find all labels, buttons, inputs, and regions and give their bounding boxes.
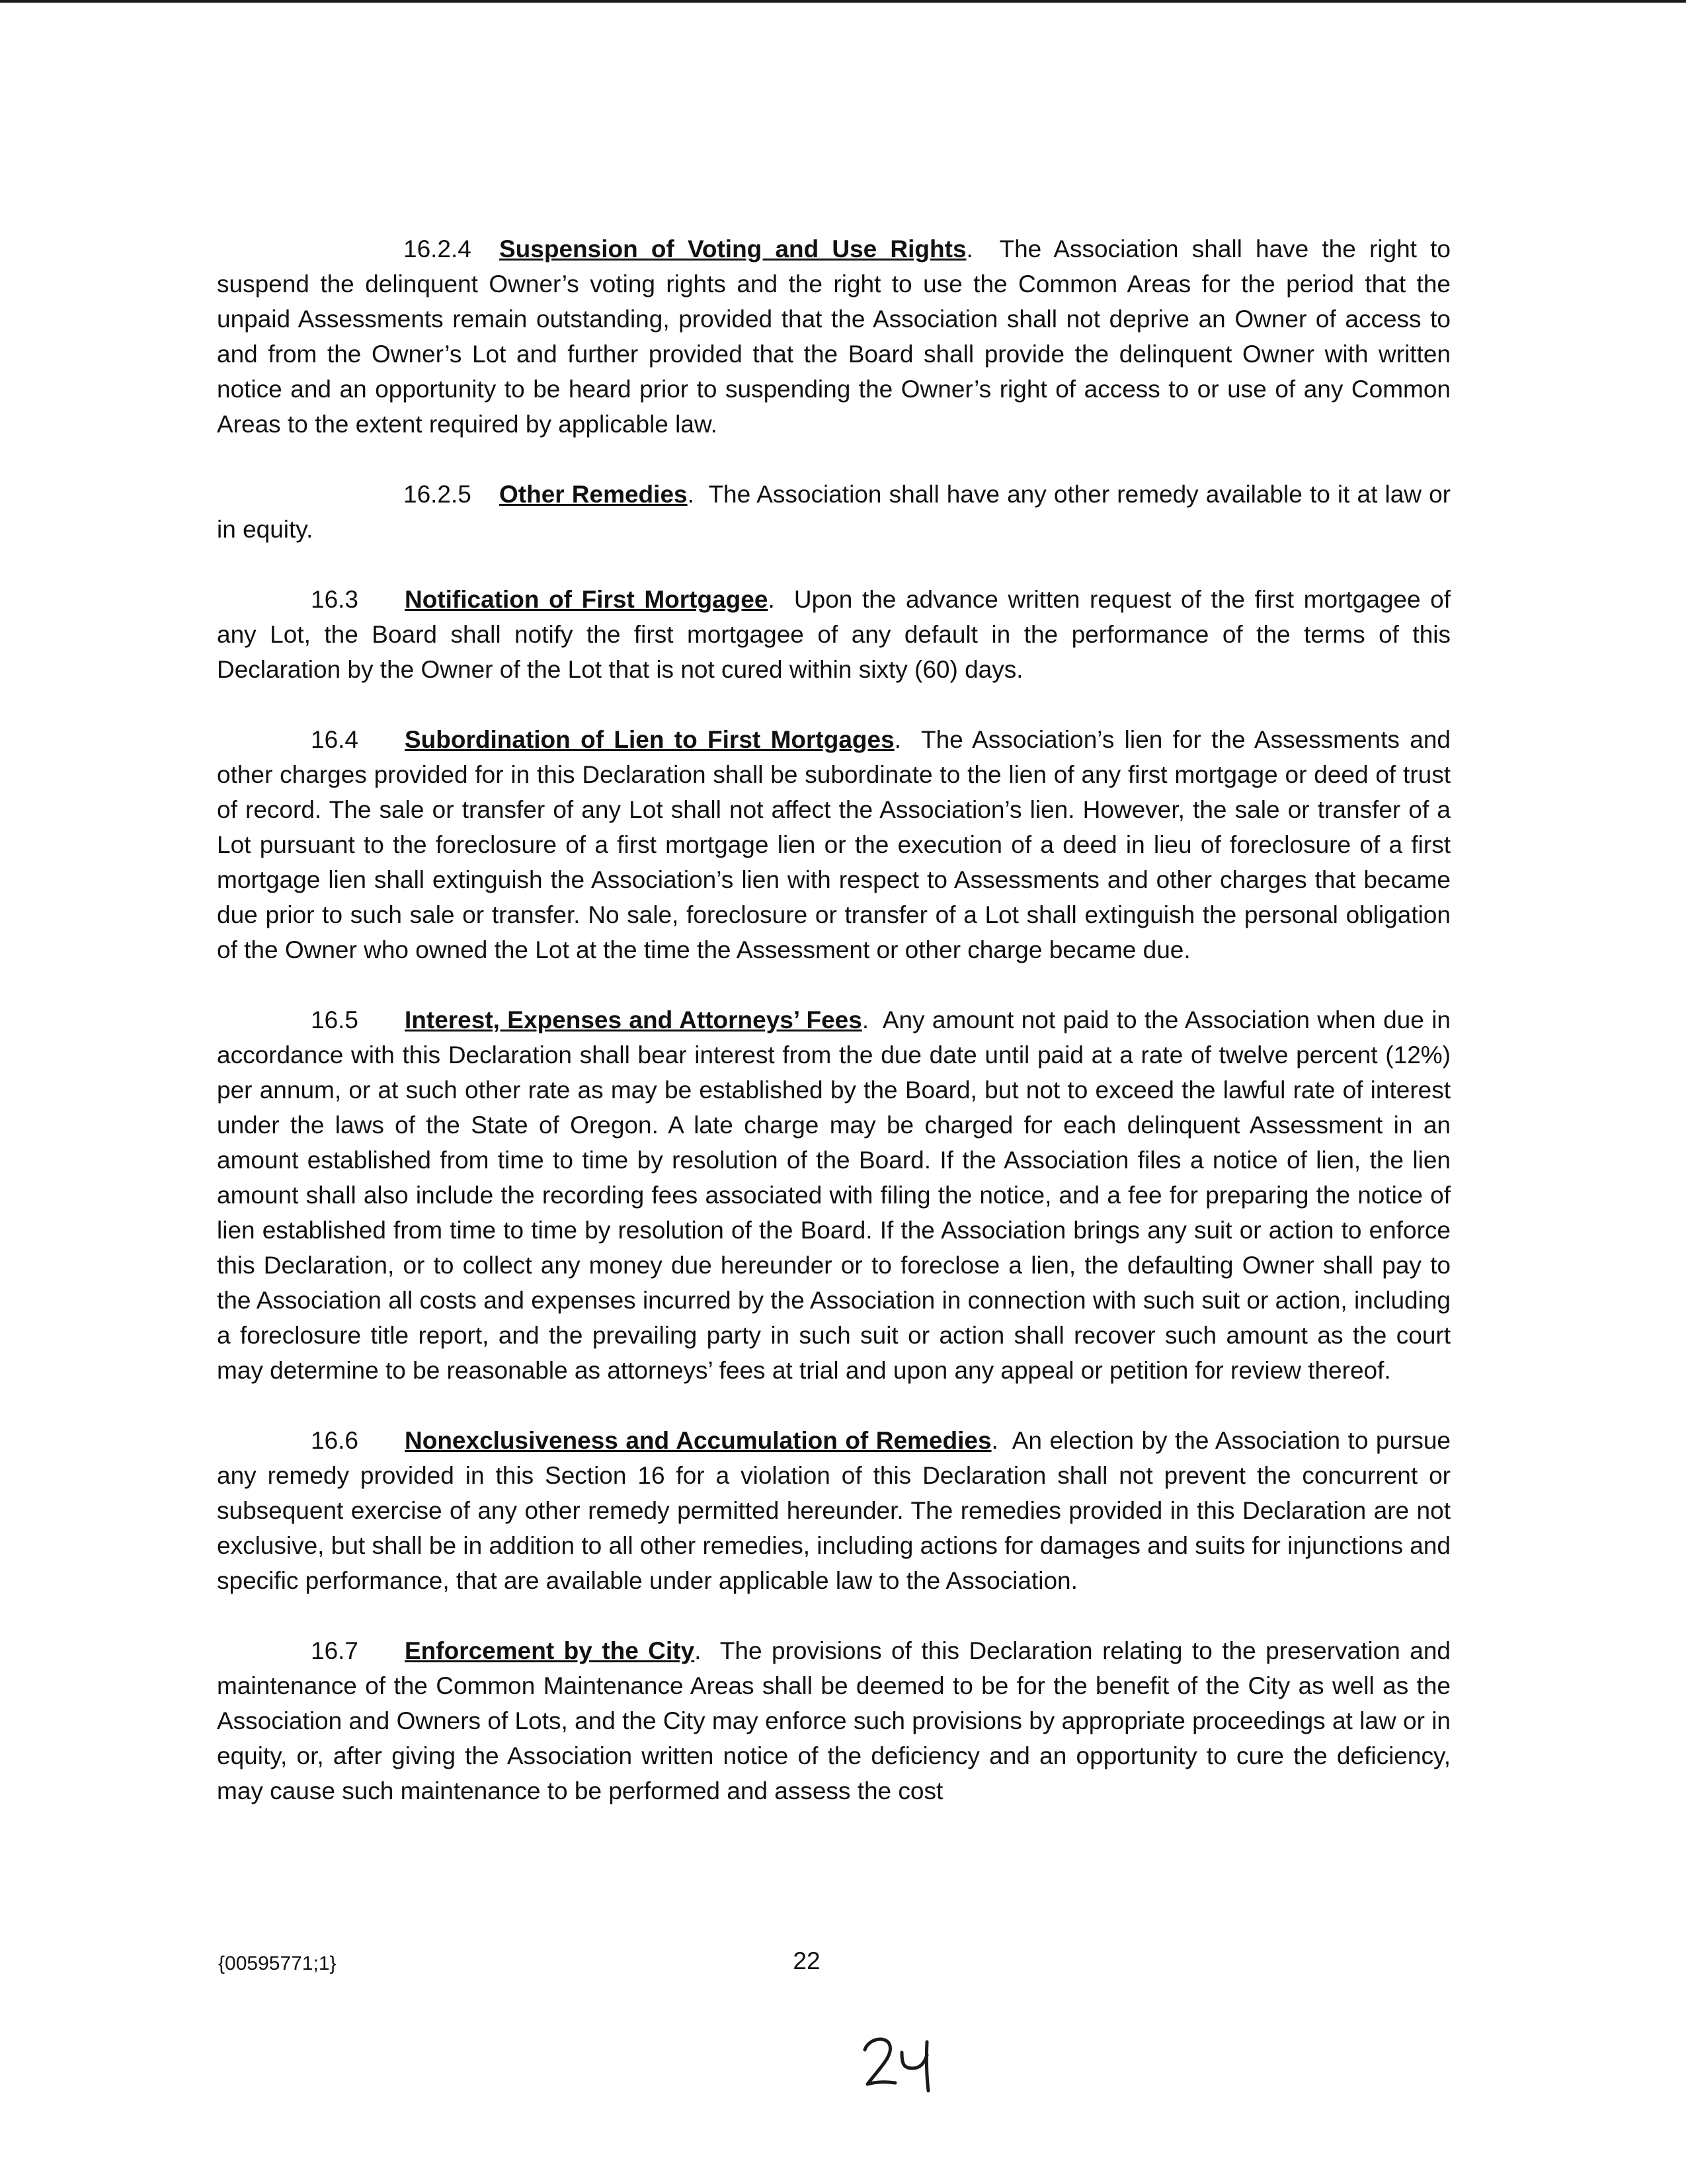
section-body: The Association shall have any other remedy available to it at law or in equity.: [217, 481, 1451, 543]
section-heading: Notification of First Mortgagee: [405, 586, 768, 613]
section-16-4: [217, 722, 1451, 967]
section-number: 16.3: [311, 586, 359, 613]
section-body: The Association shall have the right to suspend the delinquent Owner’s voting rights and the right to use the Common Areas for the period that the unpaid Assessments remain outstanding, provided that the Association shall not deprive an Owner of access to and from the Owner’s Lot and further provided that the Board shall provide the delinquent Owner with written notice and an opportunity to be heard prior to suspending the Owner’s right of access to or use of any Common Areas to the extent required by applicable law.: [217, 235, 1451, 438]
section-number: 16.7: [311, 1637, 359, 1664]
heading-period: .: [862, 1006, 869, 1033]
section-number: 16.2.5: [403, 481, 471, 508]
section-number: 16.5: [311, 1006, 359, 1033]
heading-period: .: [694, 1637, 702, 1664]
page-number: 22: [793, 1947, 821, 1974]
top-border-line: [0, 0, 1686, 3]
section-16-2-4: [217, 231, 1451, 442]
section-body: The provisions of this Declaration relating to the preservation and maintenance of the Common Maintenance Areas shall be deemed to be for the benefit of the City as well as the Association and Owners of Lots, and the City may enforce such provisions by appropriate proceedings at law or in equity, or, after giving the Association written notice of the deficiency and an opportunity to cure the deficiency, may cause such maintenance to be performed and assess the cost: [217, 1637, 1451, 1804]
heading-period: .: [768, 586, 775, 613]
section-16-2-5: [217, 477, 1451, 547]
handwritten-page-number-24: [860, 2030, 945, 2096]
heading-period: .: [687, 481, 694, 508]
heading-period: .: [894, 726, 901, 753]
section-heading: Other Remedies: [499, 481, 688, 508]
document-id: {00595771;1}: [218, 1953, 337, 1974]
heading-period: .: [991, 1427, 998, 1454]
section-16-6: [217, 1423, 1451, 1598]
section-heading: Subordination of Lien to First Mortgages: [405, 726, 895, 753]
section-body: The Association’s lien for the Assessments and other charges provided for in this Declaration shall be subordinate to the lien of any first mortgage or deed of trust of record. The sale or transfer of any Lot shall not affect the Association’s lien. However, the sale or transfer of a Lot pursuant to the foreclosure of a first mortgage lien or the execution of a deed in lieu of foreclosure of a first mortgage lien shall extinguish the Association’s lien with respect to Assessments and other charges that became due prior to such sale or transfer. No sale, foreclosure or transfer of a Lot shall extinguish the personal obligation of the Owner who owned the Lot at the time the Assessment or other charge became due.: [217, 726, 1451, 963]
section-body: Any amount not paid to the Association when due in accordance with this Declaration shall bear interest from the due date until paid at a rate of twelve percent (12%) per annum, or at such other rate as may be established by the Board, but not to exceed the lawful rate of interest under the laws of the State of Oregon. A late charge may be charged for each delinquent Assessment in an amount established from time to time by resolution of the Board. If the Association files a notice of lien, the lien amount shall also include the recording fees associated with filing the notice, and a fee for preparing the notice of lien established from time to time by resolution of the Board. If the Association brings any suit or action to enforce this Declaration, or to collect any money due hereunder or to foreclose a lien, the defaulting Owner shall pay to the Association all costs and expenses incurred by the Association in connection with such suit or action, including a foreclosure title report, and the prevailing party in such suit or action shall recover such amount as the court may determine to be reasonable as attorneys’ fees at trial and upon any appeal or petition for review thereof.: [217, 1006, 1451, 1384]
section-heading: Interest, Expenses and Attorneys’ Fees: [405, 1006, 862, 1033]
section-heading: Enforcement by the City: [405, 1637, 695, 1664]
document-body: [217, 231, 1451, 1843]
section-body: Upon the advance written request of the first mortgagee of any Lot, the Board shall notify the first mortgagee of any default in the performance of the terms of this Declaration by the Owner of the Lot that is not cured within sixty (60) days.: [217, 586, 1451, 683]
section-heading: Suspension of Voting and Use Rights: [499, 235, 967, 263]
section-16-5: [217, 1002, 1451, 1388]
section-body: An election by the Association to pursue any remedy provided in this Section 16 for a violation of this Declaration shall not prevent the concurrent or subsequent exercise of any other remedy permitted hereunder. The remedies provided in this Declaration are not exclusive, but shall be in addition to all other remedies, including actions for damages and suits for injunctions and specific performance, that are available under applicable law to the Association.: [217, 1427, 1451, 1594]
section-heading: Nonexclusiveness and Accumulation of Remedies: [405, 1427, 992, 1454]
section-16-7: [217, 1633, 1451, 1808]
section-16-3: [217, 582, 1451, 687]
section-number: 16.4: [311, 726, 359, 753]
heading-period: .: [966, 235, 973, 263]
section-number: 16.2.4: [403, 235, 471, 263]
section-number: 16.6: [311, 1427, 359, 1454]
